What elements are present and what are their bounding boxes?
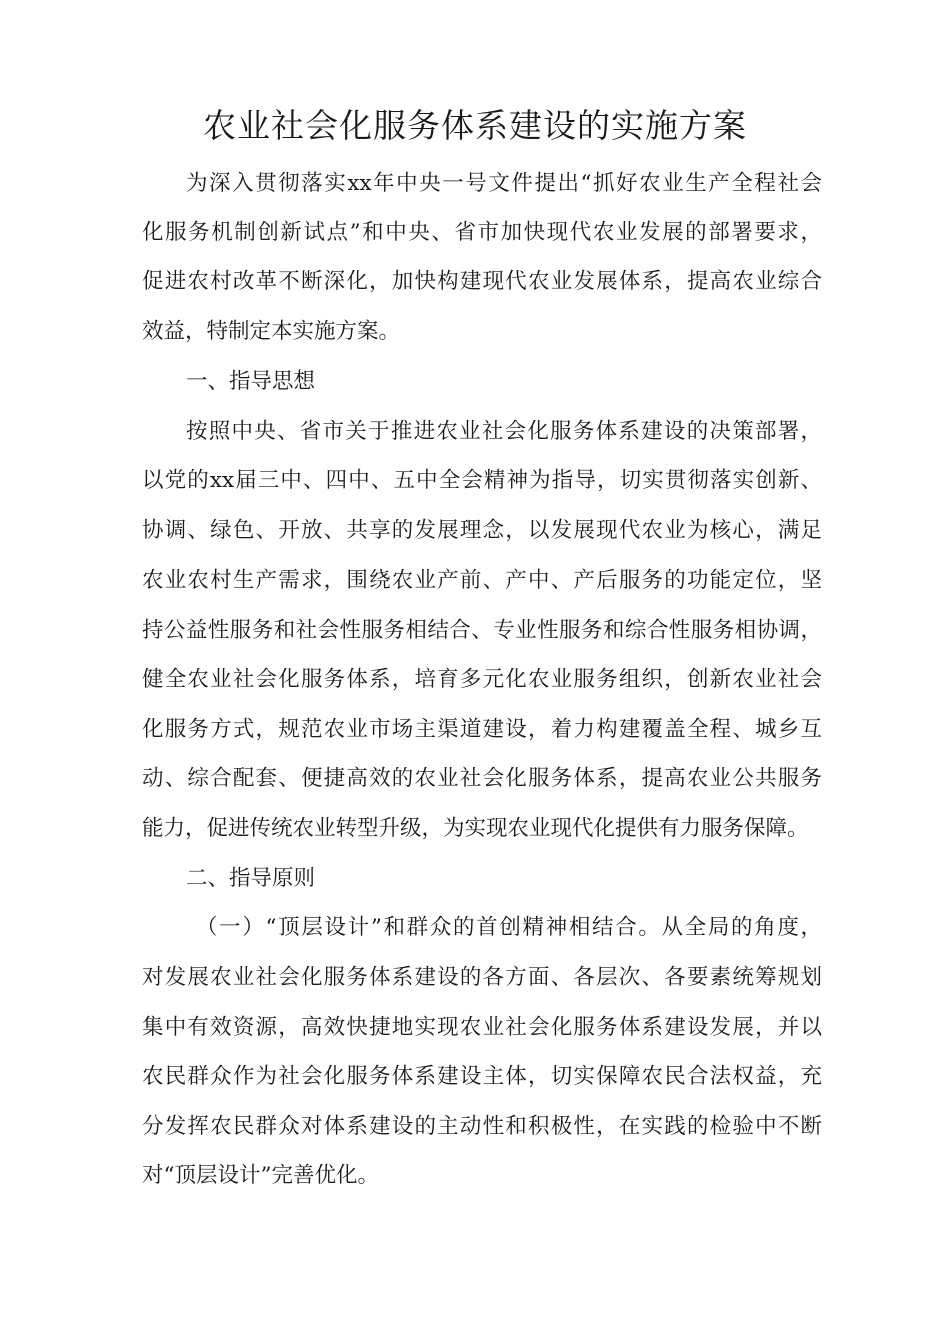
paragraph-line: 动、综合配套、便捷高效的农业社会化服务体系，提高农业公共服务 — [142, 766, 822, 791]
paragraph-line: 化服务方式，规范农业市场主渠道建设，着力构建覆盖全程、城乡互 — [142, 717, 822, 742]
paragraph-line: 按照中央、省市关于推进农业社会化服务体系建设的决策部署， — [186, 419, 822, 444]
paragraph-line: 效益，特制定本实施方案。 — [142, 319, 401, 344]
paragraph-line: 促进农村改革不断深化，加快构建现代农业发展体系，提高农业综合 — [142, 269, 822, 294]
document-title: 农业社会化服务体系建设的实施方案 — [203, 106, 747, 145]
paragraph-line: （一）“顶层设计”和群众的首创精神相结合。从全局的角度， — [196, 915, 822, 940]
paragraph-line: 为深入贯彻落实xx年中央一号文件提出“抓好农业生产全程社会 — [186, 171, 822, 196]
section-heading-guiding-principles: 二、指导原则 — [186, 866, 316, 891]
paragraph-line: 分发挥农民群众对体系建设的主动性和积极性，在实践的检验中不断 — [142, 1114, 822, 1139]
paragraph-line: 能力，促进传统农业转型升级，为实现农业现代化提供有力服务保障。 — [142, 816, 809, 841]
paragraph-line: 对发展农业社会化服务体系建设的各方面、各层次、各要素统筹规划 — [142, 965, 822, 990]
paragraph-line: 协调、绿色、开放、共享的发展理念，以发展现代农业为核心，满足 — [142, 518, 822, 543]
paragraph-line: 健全农业社会化服务体系，培育多元化农业服务组织，创新农业社会 — [142, 667, 822, 692]
paragraph-line: 对“顶层设计”完善优化。 — [142, 1163, 379, 1188]
paragraph-line: 农民群众作为社会化服务体系建设主体，切实保障农民合法权益，充 — [142, 1064, 822, 1089]
paragraph-line: 持公益性服务和社会性服务相结合、专业性服务和综合性服务相协调， — [142, 618, 822, 643]
paragraph-line: 以党的xx届三中、四中、五中全会精神为指导，切实贯彻落实创新、 — [142, 468, 822, 493]
paragraph-line: 集中有效资源，高效快捷地实现农业社会化服务体系建设发展，并以 — [142, 1015, 822, 1040]
paragraph-line: 化服务机制创新试点”和中央、省市加快现代农业发展的部署要求， — [142, 220, 822, 245]
paragraph-line: 农业农村生产需求，围绕农业产前、产中、产后服务的功能定位，坚 — [142, 568, 822, 593]
section-heading-guiding-ideology: 一、指导思想 — [186, 369, 316, 394]
